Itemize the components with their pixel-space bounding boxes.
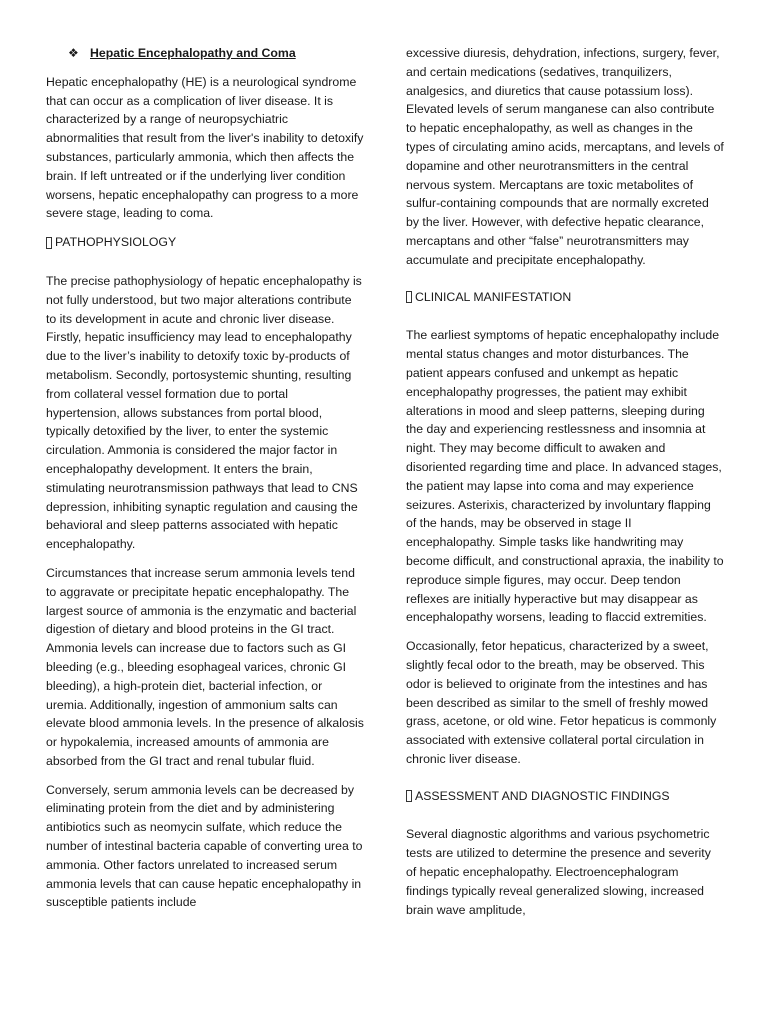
missing-glyph-icon bbox=[406, 790, 412, 802]
clinical-manifestation-heading: CLINICAL MANIFESTATION bbox=[406, 288, 724, 307]
document-title: Hepatic Encephalopathy and Coma bbox=[90, 46, 296, 60]
diamond-bullet-icon: ❖ bbox=[68, 46, 79, 60]
assessment-paragraph-1: Several diagnostic algorithms and various psychometric tests are utilized to determine the presence and severity of hepatic encephalopathy. Electroencephalogram findings typically reveal generalized slowing, increased brain wave amplitude, bbox=[406, 827, 711, 917]
missing-glyph-icon bbox=[406, 291, 412, 303]
pathophysiology-heading: PATHOPHYSIOLOGY bbox=[46, 233, 364, 252]
pathophysiology-paragraph-3: Conversely, serum ammonia levels can be decreased by eliminating protein from the diet and by administering antibiotics such as neomycin sulfate, which reduce the number of intestinal bacteria capable of converting urea to ammonia. Other factors unrelated to increased serum ammonia levels that can cause hepatic encephalopathy in susceptible patients include bbox=[46, 782, 363, 910]
missing-glyph-icon bbox=[46, 237, 52, 249]
left-column bbox=[46, 44, 364, 922]
pathophysiology-paragraph-1: The precise pathophysiology of hepatic encephalopathy is not fully understood, but two major alterations contribute to its development in acute and chronic liver disease. Firstly, hepatic insufficiency may lead to encephalopathy due to the liver’s inability to detoxify toxic by-products of metabolism. Secondly, portosystemic shunting, resulting from collateral vessel formation due to portal hypertension, allows substances from portal blood, typically detoxified by the liver, to enter the systemic circulation. Ammonia is considered the major factor in encephalopathy development. It enters the brain, stimulating neurotransmission pathways that lead to CNS depression, inhibiting synaptic regulation and causing the behavioral and sleep patterns associated with hepatic encephalopathy. bbox=[46, 273, 362, 552]
title-line bbox=[46, 44, 364, 63]
pathophysiology-paragraph-2: Circumstances that increase serum ammonia levels tend to aggravate or precipitate hepatic encephalopathy. The largest source of ammonia is the enzymatic and bacterial digestion of dietary and blood proteins in the GI tract. Ammonia levels can increase due to factors such as GI bleeding (e.g., bleeding esophageal varices, chronic GI bleeding), a high-protein diet, bacterial infection, or uremia. Additionally, ingestion of ammonium salts can elevate blood ammonia levels. In the presence of alkalosis or hypokalemia, increased amounts of ammonia are absorbed from the GI tract and renal tubular fluid. bbox=[46, 565, 364, 768]
clinical-paragraph-2: Occasionally, fetor hepaticus, characterized by a sweet, slightly fecal odor to the breath, may be observed. This odor is believed to originate from the intestines and has been described as similar to the smell of freshly mowed grass, acetone, or old wine. Fetor hepaticus is commonly associated with extensive collateral portal circulation in chronic liver disease. bbox=[406, 639, 717, 766]
intro-paragraph: Hepatic encephalopathy (HE) is a neurological syndrome that can occur as a complication of liver disease. It is characterized by a range of neuropsychiatric abnormalities that result from the liver's inability to detoxify substances, particularly ammonia, which then affects the brain. If left untreated or if the underlying liver condition worsens, hepatic encephalopathy can progress to a more severe stage, leading to coma. bbox=[46, 74, 364, 221]
continued-paragraph: excessive diuresis, dehydration, infections, surgery, fever, and certain medications (sedatives, tranquilizers, analgesics, and diuretics that cause potassium loss). Elevated levels of serum manganese can also contribute to hepatic encephalopathy, as well as changes in the types of circulating amino acids, mercaptans, and levels of dopamine and other neurotransmitters in the central nervous system. Mercaptans are toxic metabolites of sulfur-containing compounds that are normally excreted by the liver. However, with defective hepatic clearance, mercaptans and other “false” neurotransmitters may accumulate and precipitate encephalopathy. bbox=[406, 46, 724, 267]
assessment-heading: ASSESSMENT AND DIAGNOSTIC FINDINGS bbox=[406, 787, 724, 806]
clinical-paragraph-1: The earliest symptoms of hepatic encephalopathy include mental status changes and motor disturbances. The patient appears confused and unkempt as hepatic encephalopathy progresses, the patient may exhibit alterations in mood and sleep patterns, sleeping during the day and experiencing restlessness and insomnia at night. They may become difficult to awaken and disoriented regarding time and place. In advanced stages, the patient may lapse into coma and may experience seizures. Asterixis, characterized by involuntary flapping of the hands, may be observed in stage II encephalopathy. Simple tasks like handwriting may become difficult, and constructional apraxia, the inability to reproduce simple figures, may occur. Deep tendon reflexes are initially hyperactive but may disappear as encephalopathy worsens, leading to flaccid extremities. bbox=[406, 328, 724, 625]
right-column bbox=[406, 44, 724, 929]
